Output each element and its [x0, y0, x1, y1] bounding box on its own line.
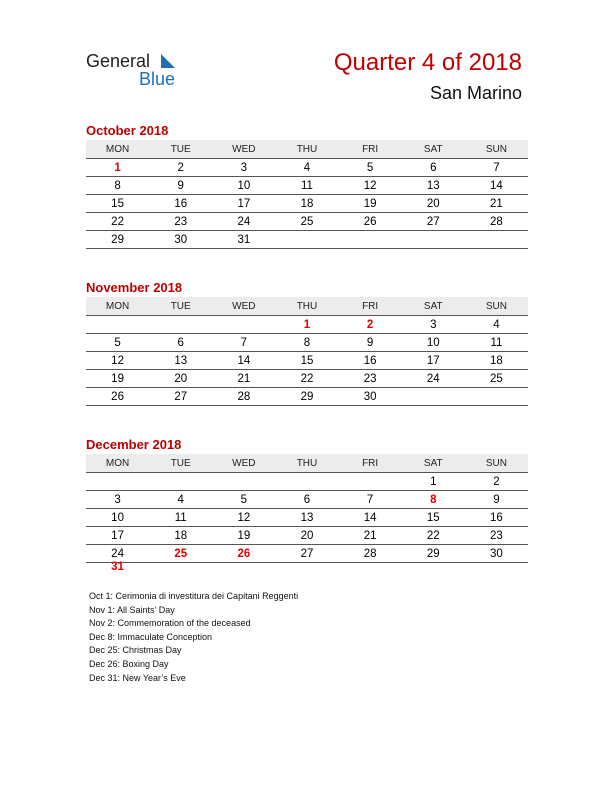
month-title: November 2018 — [86, 280, 183, 295]
page-title: Quarter 4 of 2018 — [333, 49, 522, 76]
month-december — [86, 436, 528, 563]
day-cell: 12 — [212, 509, 275, 527]
day-cell — [339, 231, 402, 249]
day-cell: 15 — [86, 195, 149, 213]
weekday-header: SUN — [465, 140, 528, 159]
day-cell: 28 — [465, 213, 528, 231]
day-cell: 17 — [402, 352, 465, 370]
weekday-header: FRI — [339, 297, 402, 316]
day-cell: 10 — [212, 177, 275, 195]
overflow-day-dec-31: 31 — [111, 561, 124, 573]
day-cell: 27 — [149, 388, 212, 406]
day-cell: 22 — [86, 213, 149, 231]
day-cell: 24 — [86, 545, 149, 563]
day-cell: 29 — [402, 545, 465, 563]
weekday-header: WED — [212, 297, 275, 316]
month-title: October 2018 — [86, 123, 169, 138]
day-cell: 25 — [275, 213, 338, 231]
day-cell: 2 — [149, 159, 212, 177]
day-cell: 19 — [212, 527, 275, 545]
day-cell — [86, 316, 149, 334]
day-cell: 22 — [402, 527, 465, 545]
day-cell — [275, 231, 338, 249]
day-cell: 5 — [212, 491, 275, 509]
day-cell: 16 — [465, 509, 528, 527]
day-cell: 31 — [212, 231, 275, 249]
day-cell: 30 — [339, 388, 402, 406]
day-cell: 21 — [212, 370, 275, 388]
weekday-header: TUE — [149, 140, 212, 159]
day-cell: 23 — [465, 527, 528, 545]
day-cell: 24 — [402, 370, 465, 388]
day-cell — [149, 316, 212, 334]
holiday-note: Dec 25: Christmas Day — [89, 645, 182, 656]
day-cell: 1 — [275, 316, 338, 334]
day-cell: 26 — [339, 213, 402, 231]
day-cell: 16 — [339, 352, 402, 370]
day-cell: 2 — [465, 473, 528, 491]
day-cell — [86, 473, 149, 491]
weekday-header-row — [86, 297, 528, 316]
day-cell: 17 — [212, 195, 275, 213]
day-cell: 15 — [402, 509, 465, 527]
day-cell: 14 — [339, 509, 402, 527]
day-cell: 1 — [402, 473, 465, 491]
day-cell: 7 — [465, 159, 528, 177]
month-title: December 2018 — [86, 437, 182, 452]
day-cell: 9 — [465, 491, 528, 509]
day-cell: 12 — [86, 352, 149, 370]
holiday-note: Nov 2: Commemoration of the deceased — [89, 618, 251, 629]
day-cell: 28 — [212, 388, 275, 406]
holiday-note: Dec 26: Boxing Day — [89, 658, 169, 669]
calendar-table — [86, 140, 528, 249]
weekday-header: SUN — [465, 454, 528, 473]
weekday-header: THU — [275, 140, 338, 159]
day-cell: 4 — [275, 159, 338, 177]
day-cell — [339, 473, 402, 491]
day-cell: 18 — [275, 195, 338, 213]
day-cell: 11 — [149, 509, 212, 527]
day-cell: 30 — [465, 545, 528, 563]
day-cell: 29 — [275, 388, 338, 406]
weekday-header: THU — [275, 454, 338, 473]
weekday-header: WED — [212, 454, 275, 473]
calendar-table — [86, 297, 528, 406]
week-row — [86, 388, 528, 406]
calendar-table — [86, 454, 528, 563]
weekday-header: TUE — [149, 454, 212, 473]
day-cell: 13 — [149, 352, 212, 370]
week-row — [86, 316, 528, 334]
day-cell: 19 — [339, 195, 402, 213]
day-cell: 20 — [275, 527, 338, 545]
weekday-header: MON — [86, 297, 149, 316]
day-cell: 12 — [339, 177, 402, 195]
weekday-header: WED — [212, 140, 275, 159]
day-cell: 8 — [402, 491, 465, 509]
day-cell: 3 — [402, 316, 465, 334]
day-cell: 7 — [339, 491, 402, 509]
weekday-header-row — [86, 140, 528, 159]
day-cell: 4 — [465, 316, 528, 334]
day-cell: 15 — [275, 352, 338, 370]
day-cell — [402, 231, 465, 249]
day-cell: 6 — [149, 334, 212, 352]
day-cell: 10 — [402, 334, 465, 352]
day-cell — [149, 473, 212, 491]
day-cell: 19 — [86, 370, 149, 388]
day-cell: 9 — [339, 334, 402, 352]
day-cell: 5 — [339, 159, 402, 177]
day-cell: 29 — [86, 231, 149, 249]
week-row — [86, 213, 528, 231]
day-cell: 30 — [149, 231, 212, 249]
day-cell: 23 — [149, 213, 212, 231]
day-cell: 9 — [149, 177, 212, 195]
day-cell: 11 — [465, 334, 528, 352]
day-cell: 3 — [86, 491, 149, 509]
day-cell: 13 — [402, 177, 465, 195]
day-cell — [465, 231, 528, 249]
day-cell: 17 — [86, 527, 149, 545]
holiday-note: Dec 8: Immaculate Conception — [89, 631, 213, 642]
logo-text-blue: Blue — [139, 69, 176, 89]
day-cell: 4 — [149, 491, 212, 509]
weekday-header: FRI — [339, 140, 402, 159]
day-cell — [212, 316, 275, 334]
day-cell: 6 — [402, 159, 465, 177]
day-cell: 13 — [275, 509, 338, 527]
day-cell — [275, 473, 338, 491]
day-cell: 20 — [149, 370, 212, 388]
month-october — [86, 122, 528, 249]
day-cell: 21 — [339, 527, 402, 545]
weekday-header: SAT — [402, 454, 465, 473]
day-cell: 8 — [275, 334, 338, 352]
day-cell: 22 — [275, 370, 338, 388]
logo — [86, 51, 196, 91]
day-cell: 11 — [275, 177, 338, 195]
week-row — [86, 177, 528, 195]
day-cell — [402, 388, 465, 406]
holiday-note: Nov 1: All Saints’ Day — [89, 604, 175, 615]
day-cell: 16 — [149, 195, 212, 213]
day-cell: 27 — [275, 545, 338, 563]
weekday-header: MON — [86, 140, 149, 159]
day-cell: 3 — [212, 159, 275, 177]
holiday-notes — [89, 590, 298, 685]
weekday-header: TUE — [149, 297, 212, 316]
day-cell: 1 — [86, 159, 149, 177]
week-row — [86, 195, 528, 213]
day-cell: 5 — [86, 334, 149, 352]
day-cell: 26 — [86, 388, 149, 406]
day-cell: 18 — [465, 352, 528, 370]
logo-flag-icon — [161, 54, 175, 68]
week-row — [86, 509, 528, 527]
day-cell: 25 — [149, 545, 212, 563]
weekday-header: MON — [86, 454, 149, 473]
day-cell: 2 — [339, 316, 402, 334]
weekday-header: FRI — [339, 454, 402, 473]
weekday-header: THU — [275, 297, 338, 316]
day-cell — [212, 473, 275, 491]
week-row — [86, 473, 528, 491]
weekday-header: SAT — [402, 297, 465, 316]
weekday-header-row — [86, 454, 528, 473]
day-cell: 6 — [275, 491, 338, 509]
day-cell: 20 — [402, 195, 465, 213]
day-cell: 7 — [212, 334, 275, 352]
week-row — [86, 231, 528, 249]
holiday-note: Dec 31: New Year’s Eve — [89, 672, 186, 683]
month-november — [86, 279, 528, 406]
week-row — [86, 491, 528, 509]
week-row — [86, 370, 528, 388]
week-row — [86, 352, 528, 370]
week-row — [86, 159, 528, 177]
day-cell: 23 — [339, 370, 402, 388]
country-name: San Marino — [429, 83, 522, 103]
day-cell: 14 — [212, 352, 275, 370]
day-cell: 10 — [86, 509, 149, 527]
week-row — [86, 545, 528, 563]
day-cell: 14 — [465, 177, 528, 195]
day-cell: 28 — [339, 545, 402, 563]
day-cell: 21 — [465, 195, 528, 213]
day-cell: 27 — [402, 213, 465, 231]
week-row — [86, 527, 528, 545]
weekday-header: SUN — [465, 297, 528, 316]
week-row — [86, 334, 528, 352]
day-cell: 18 — [149, 527, 212, 545]
day-cell: 26 — [212, 545, 275, 563]
day-cell: 25 — [465, 370, 528, 388]
day-cell: 8 — [86, 177, 149, 195]
day-cell: 24 — [212, 213, 275, 231]
day-cell — [465, 388, 528, 406]
weekday-header: SAT — [402, 140, 465, 159]
logo-text-general: General — [86, 51, 151, 71]
holiday-note: Oct 1: Cerimonia di investitura dei Capitani Reggenti — [89, 591, 299, 601]
